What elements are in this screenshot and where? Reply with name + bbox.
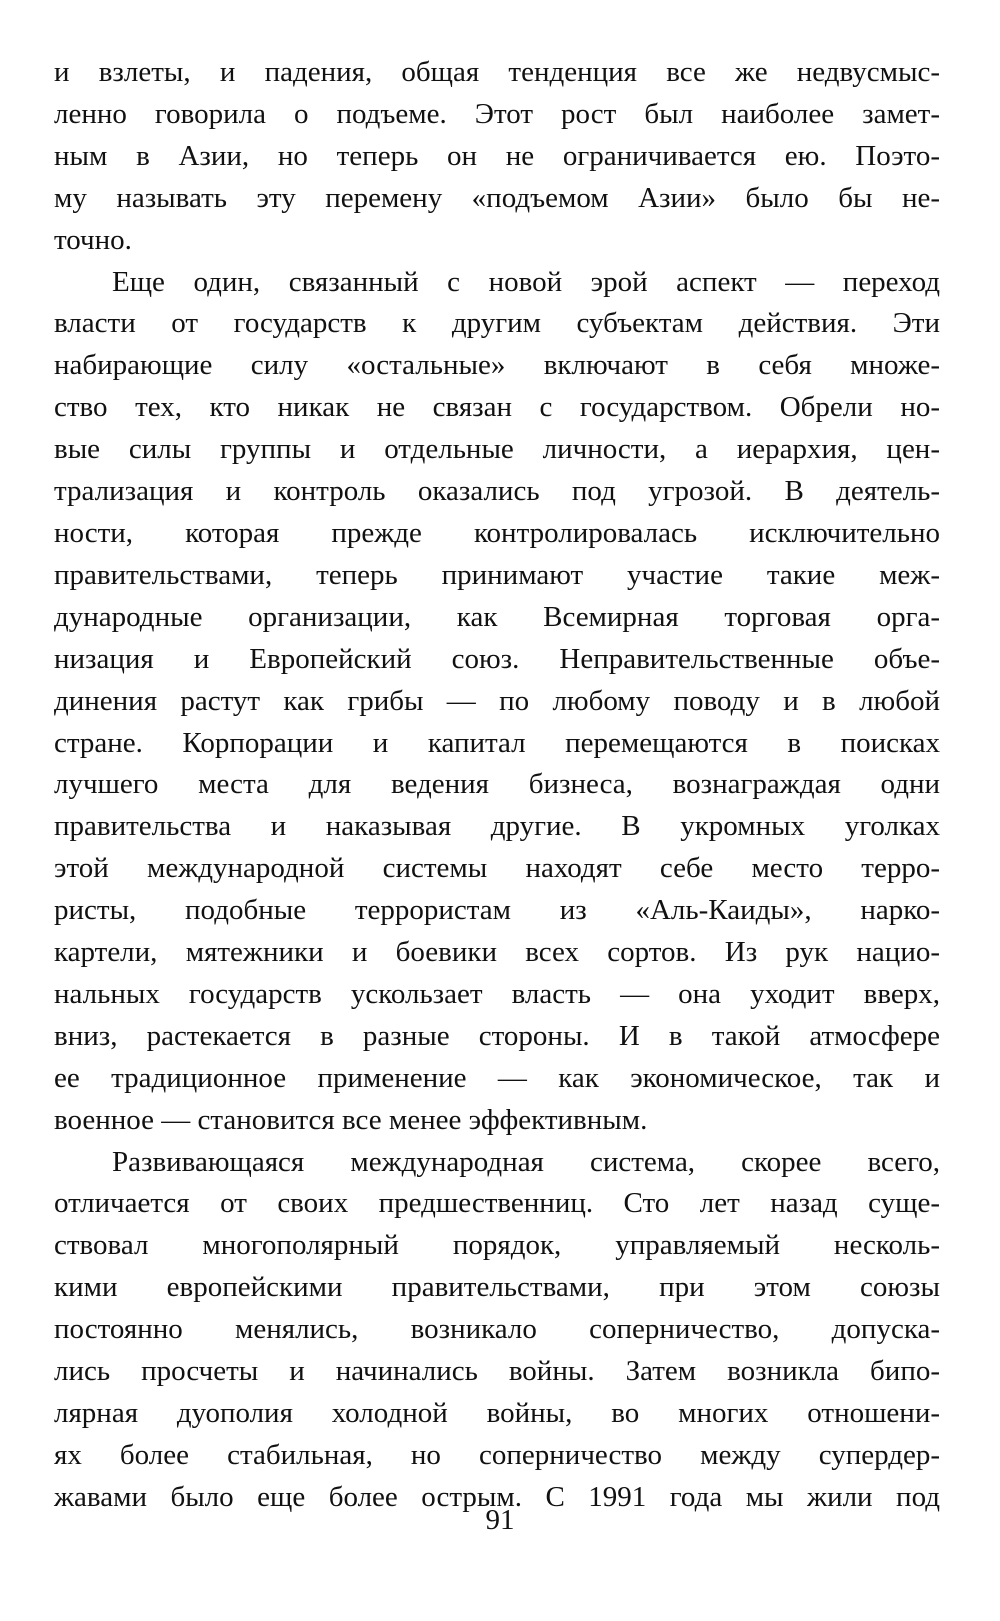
text-line: ленно говорила о подъеме. Этот рост был наиболее замет-: [54, 97, 940, 130]
text-line: вые силы группы и отдельные личности, а иерархия, цен-: [54, 433, 940, 466]
text-line: нальных государств ускользает власть — она уходит вверх,: [54, 977, 940, 1010]
text-line: низация и Европейский союз. Неправительственные объе-: [54, 642, 940, 675]
text-line: постоянно менялись, возникало соперничество, допуска-: [54, 1313, 940, 1346]
text-line: набирающие силу «остальные» включают в себя множе-: [54, 349, 940, 382]
text-line: кими европейскими правительствами, при этом союзы: [54, 1271, 940, 1304]
text-line: этой международной системы находят себе место терро-: [54, 852, 940, 885]
text-line: Еще один, связанный с новой эрой аспект — переход: [112, 265, 940, 298]
page-number: 91: [485, 1504, 515, 1536]
text-line: динения растут как грибы — по любому поводу и в любой: [54, 684, 940, 717]
body-text: [54, 52, 940, 1519]
paragraph: [54, 52, 940, 262]
text-line: ности, которая прежде контролировалась исключительно: [54, 516, 940, 549]
text-line: ным в Азии, но теперь он не ограничивается ею. Поэто-: [54, 139, 940, 172]
text-line: жавами было еще более острым. С 1991 года мы жили под: [54, 1480, 940, 1513]
text-line: точно.: [54, 223, 132, 256]
text-line: стране. Корпорации и капитал перемещаются в поисках: [54, 726, 940, 759]
text-line: ство тех, кто никак не связан с государством. Обрели но-: [54, 391, 940, 424]
text-line: картели, мятежники и боевики всех сортов. Из рук нацио-: [54, 936, 940, 969]
text-line: правительства и наказывая другие. В укромных уголках: [54, 810, 940, 843]
text-line: власти от государств к другим субъектам действия. Эти: [54, 307, 940, 340]
text-line: трализация и контроль оказались под угрозой. В деятель-: [54, 475, 940, 508]
text-line: правительствами, теперь принимают участие такие меж-: [54, 558, 940, 591]
text-line: лучшего места для ведения бизнеса, вознаграждая одни: [54, 768, 940, 801]
text-line: военное — становится все менее эффективным.: [54, 1103, 648, 1136]
text-line: ях более стабильная, но соперничество между супердер-: [54, 1438, 940, 1471]
paragraph: [54, 1142, 940, 1519]
paragraph: [54, 262, 940, 1142]
text-line: лись просчеты и начинались войны. Затем возникла бипо-: [54, 1355, 940, 1388]
text-line: ствовал многополярный порядок, управляемый несколь-: [54, 1229, 940, 1262]
text-line: ристы, подобные террористам из «Аль-Каиды», нарко-: [54, 894, 940, 927]
text-line: ее традиционное применение — как экономическое, так и: [54, 1061, 940, 1094]
text-line: му называть эту перемену «подъемом Азии» было бы не-: [54, 181, 940, 214]
text-line: и взлеты, и падения, общая тенденция все же недвусмыс-: [54, 56, 940, 88]
text-line: вниз, растекается в разные стороны. И в такой атмосфере: [54, 1019, 940, 1052]
text-line: дународные организации, как Всемирная торговая орга-: [54, 600, 940, 633]
text-line: Развивающаяся международная система, скорее всего,: [112, 1145, 940, 1178]
text-line: лярная дуополия холодной войны, во многих отношени-: [54, 1397, 940, 1429]
text-line: отличается от своих предшественниц. Сто лет назад суще-: [54, 1187, 940, 1220]
